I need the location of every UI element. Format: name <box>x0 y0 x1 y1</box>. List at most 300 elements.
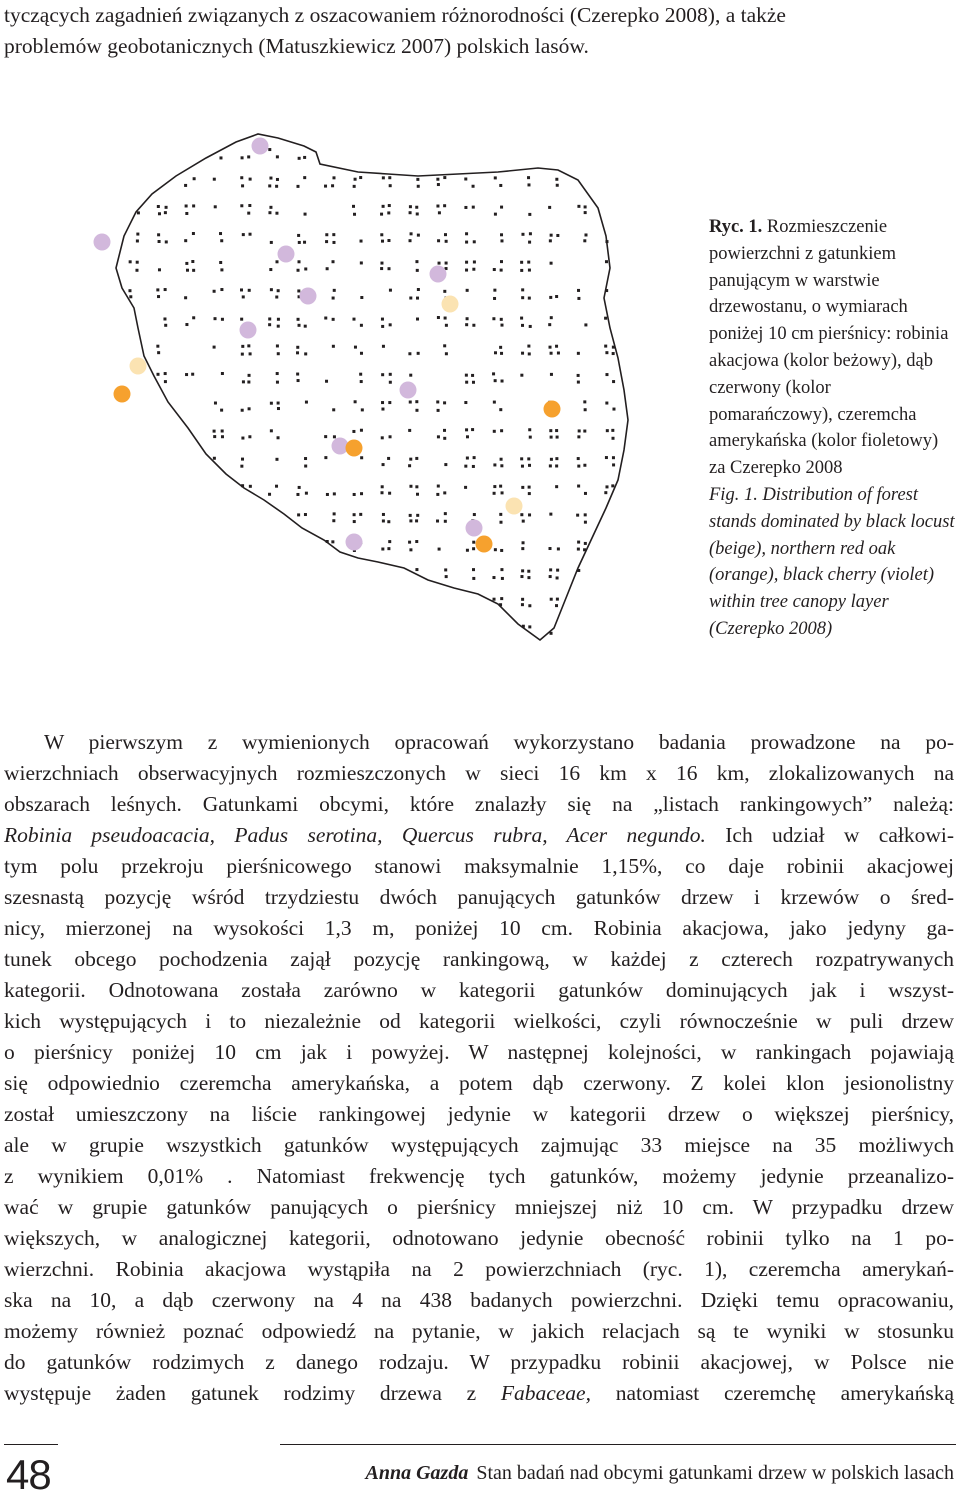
survey-plot-marker <box>409 297 412 300</box>
survey-plot-marker <box>472 268 475 271</box>
survey-plot-marker <box>416 514 419 517</box>
top-line: problemów geobotanicznych (Matuszkiewicz 2007) polskich lasów. <box>4 34 589 58</box>
survey-plot-marker <box>388 401 391 404</box>
survey-plot-marker <box>275 296 278 299</box>
survey-plot-marker <box>464 465 467 468</box>
violet-species-marker <box>430 266 447 283</box>
violet-species-marker <box>466 520 483 537</box>
body-line: wać w grupie gatunków panujących o pierśnicy mniejszej niż 10 cm. W przypadku drzew <box>4 1195 954 1219</box>
survey-plot-marker <box>164 324 167 327</box>
survey-plot-marker <box>268 211 271 214</box>
survey-plot-marker <box>549 568 552 571</box>
survey-plot-marker <box>409 374 412 377</box>
survey-plot-marker <box>584 542 587 545</box>
survey-plot-marker <box>577 374 580 377</box>
survey-plot-marker <box>248 374 251 377</box>
survey-plot-marker <box>332 297 335 300</box>
survey-plot-marker <box>248 435 251 438</box>
survey-plot-marker <box>387 457 390 460</box>
survey-plot-marker <box>556 436 559 439</box>
survey-plot-marker <box>408 464 411 467</box>
survey-plot-marker <box>360 240 363 243</box>
survey-plot-marker <box>276 381 279 384</box>
survey-plot-marker <box>276 178 279 181</box>
family-name: Fabaceae, <box>500 1381 591 1405</box>
survey-plot-marker <box>415 457 418 460</box>
survey-plot-marker <box>605 373 608 376</box>
survey-plot-marker <box>331 540 334 543</box>
survey-plot-marker <box>522 520 525 523</box>
survey-plot-marker <box>577 569 580 572</box>
survey-plot-marker <box>382 345 385 348</box>
survey-plot-marker <box>501 577 504 580</box>
survey-plot-marker <box>270 402 273 405</box>
survey-plot-marker <box>360 261 363 264</box>
survey-plot-marker <box>577 381 580 384</box>
body-line: możemy również poznać odpowiedź na pytanie, w jakich relacjach są te wyniki w stosunku <box>4 1319 954 1343</box>
survey-plot-marker <box>528 625 531 628</box>
survey-plot-marker <box>241 345 244 348</box>
survey-plot-marker <box>303 156 306 159</box>
top-line: tyczących zagadnień związanych z oszacowaniem różnorodności (Czerepko 2008), a także <box>4 3 786 27</box>
survey-plot-marker <box>415 519 418 522</box>
survey-plot-marker <box>381 436 384 439</box>
body-line-prefix: występuje żaden gatunek rodzimy drzewa z <box>4 1381 501 1405</box>
survey-plot-marker <box>500 269 503 272</box>
survey-plot-marker <box>555 457 558 460</box>
survey-plot-marker <box>408 541 411 544</box>
survey-plot-marker <box>296 185 299 188</box>
survey-plot-marker <box>550 458 553 461</box>
survey-plot-marker <box>332 318 335 321</box>
survey-plot-marker <box>471 428 474 431</box>
survey-plot-marker <box>361 408 364 411</box>
survey-plot-marker <box>521 486 524 489</box>
survey-plot-marker <box>472 547 475 550</box>
survey-plot-marker <box>443 344 446 347</box>
survey-plot-marker <box>352 318 355 321</box>
survey-plot-marker <box>270 429 273 432</box>
survey-plot-marker <box>500 429 503 432</box>
survey-plot-marker <box>492 576 495 579</box>
survey-plot-marker <box>417 288 420 291</box>
survey-plot-marker <box>409 485 412 488</box>
survey-plot-marker <box>472 324 475 327</box>
survey-plot-marker <box>417 352 420 355</box>
survey-plot-marker <box>444 520 447 523</box>
survey-plot-marker <box>389 381 392 384</box>
survey-plot-marker <box>191 373 194 376</box>
survey-plot-marker <box>415 400 418 403</box>
body-line: się odpowiednio czeremcha amerykańska, a potem dąb czerwony. Z kolei klon jesionolistny <box>4 1071 954 1095</box>
violet-species-marker <box>252 138 269 155</box>
survey-plot-marker <box>381 408 384 411</box>
survey-plot-marker <box>268 323 271 326</box>
violet-species-marker <box>240 322 257 339</box>
survey-plot-marker <box>298 241 301 244</box>
survey-plot-marker <box>528 213 531 216</box>
survey-plot-marker <box>268 493 271 496</box>
survey-plot-marker <box>185 323 188 326</box>
survey-plot-marker <box>409 548 412 551</box>
survey-plot-marker <box>249 178 252 181</box>
survey-plot-marker <box>324 185 327 188</box>
survey-plot-marker <box>389 184 392 187</box>
survey-plot-marker <box>360 492 363 495</box>
survey-plot-marker <box>213 435 216 438</box>
survey-plot-marker <box>577 465 580 468</box>
survey-plot-marker <box>583 430 586 433</box>
survey-plot-marker <box>360 429 363 432</box>
survey-plot-marker <box>165 240 168 243</box>
survey-plot-marker <box>500 568 503 571</box>
survey-plot-marker <box>500 324 503 327</box>
survey-plot-marker <box>409 401 412 404</box>
survey-plot-marker <box>555 345 558 348</box>
survey-plot-marker <box>415 540 418 543</box>
survey-plot-marker <box>157 205 160 208</box>
survey-plot-marker <box>604 317 607 320</box>
survey-plot-marker <box>605 260 608 263</box>
survey-plot-marker <box>185 204 188 207</box>
survey-plot-marker <box>249 485 252 488</box>
survey-plot-marker <box>192 316 195 319</box>
survey-plot-marker <box>193 177 196 180</box>
survey-plot-marker <box>528 428 531 431</box>
violet-species-marker <box>400 382 417 399</box>
survey-plot-marker <box>269 177 272 180</box>
survey-plot-marker <box>606 429 609 432</box>
survey-plot-marker <box>436 493 439 496</box>
orange-species-marker <box>346 440 363 457</box>
running-title: Stan badań nad obcymi gatunkami drzew w polskich lasach <box>476 1462 954 1484</box>
survey-plot-marker <box>444 317 447 320</box>
survey-plot-marker <box>165 206 168 209</box>
survey-plot-marker <box>611 429 614 432</box>
survey-plot-marker <box>333 512 336 515</box>
running-head <box>366 1460 954 1486</box>
survey-plot-marker <box>520 261 523 264</box>
survey-plot-marker <box>129 295 132 298</box>
survey-plot-marker <box>353 513 356 516</box>
survey-plot-marker <box>550 316 553 319</box>
survey-plot-marker <box>381 318 384 321</box>
survey-plot-marker <box>438 262 441 265</box>
survey-plot-marker <box>325 380 328 383</box>
survey-plot-marker <box>360 380 363 383</box>
caption-label: Ryc. 1. <box>709 217 763 237</box>
survey-plot-marker <box>192 232 195 235</box>
body-line: wierzchni. Robinia akacjowa wystąpiła na 2 powierzchniach (ryc. 1), czeremcha amerykań- <box>4 1257 954 1281</box>
survey-plot-marker <box>577 541 580 544</box>
survey-plot-marker <box>277 402 280 405</box>
footer-rule-left <box>4 1444 58 1445</box>
caption-polish-text: Rozmieszczenie powierzchni z gatunkiem panującym w warstwie drzewostanu, o wymiarach poniżej 10 cm pierśnicy: robinia akacjowa (kolor beżowy), dąb czerwony (kolor pomarańczowy), czeremcha amerykańska (kolor fioletowy) za Czerepko 2008 <box>709 217 949 479</box>
survey-plot-marker <box>520 317 523 320</box>
survey-plot-marker <box>583 239 586 242</box>
survey-plot-marker <box>472 185 475 188</box>
survey-plot-marker <box>331 184 334 187</box>
survey-plot-marker <box>241 458 244 461</box>
survey-plot-marker <box>389 289 392 292</box>
survey-plot-marker <box>268 148 271 151</box>
survey-plot-marker <box>241 353 244 356</box>
survey-plot-marker <box>275 185 278 188</box>
survey-plot-marker <box>277 352 280 355</box>
survey-plot-marker <box>268 184 271 187</box>
survey-plot-marker <box>353 520 356 523</box>
survey-plot-marker <box>584 492 587 495</box>
survey-plot-marker <box>527 570 530 573</box>
survey-plot-marker <box>521 288 524 291</box>
survey-plot-marker <box>270 288 273 291</box>
survey-plot-marker <box>492 372 495 375</box>
beige-species-marker <box>130 358 147 375</box>
survey-plot-marker <box>241 184 244 187</box>
survey-plot-marker <box>325 240 328 243</box>
survey-plot-marker <box>473 260 476 263</box>
survey-plot-marker <box>409 205 412 208</box>
survey-plot-marker <box>443 176 446 179</box>
survey-plot-marker <box>500 239 503 242</box>
survey-plot-marker <box>583 548 586 551</box>
survey-plot-marker <box>528 297 531 300</box>
survey-plot-marker <box>298 486 301 489</box>
survey-plot-marker <box>157 295 160 298</box>
survey-plot-marker <box>326 493 329 496</box>
survey-plot-marker <box>493 463 496 466</box>
body-line <box>4 1378 954 1409</box>
survey-plot-marker <box>528 464 531 467</box>
survey-plot-marker <box>611 484 614 487</box>
survey-plot-marker <box>605 485 608 488</box>
survey-plot-marker <box>583 464 586 467</box>
survey-plot-marker <box>241 437 244 440</box>
survey-plot-marker <box>529 325 532 328</box>
body-line: wierzchniach obserwacyjnych rozmieszczonych w sieci 16 km x 16 km, zlokalizowanych na <box>4 761 954 785</box>
survey-plot-marker <box>443 491 446 494</box>
survey-plot-marker <box>326 267 329 270</box>
survey-plot-marker <box>549 547 552 550</box>
survey-plot-marker <box>192 204 195 207</box>
survey-plot-marker <box>332 345 335 348</box>
survey-plot-marker <box>389 435 392 438</box>
page-number: 48 <box>6 1451 51 1498</box>
survey-plot-marker <box>381 240 384 243</box>
survey-plot-marker <box>359 373 362 376</box>
survey-plot-marker <box>186 269 189 272</box>
survey-plot-marker <box>389 373 392 376</box>
survey-plot-marker <box>577 289 580 292</box>
survey-plot-marker <box>240 288 243 291</box>
survey-plot-marker <box>184 239 187 242</box>
survey-plot-marker <box>332 241 335 244</box>
survey-plot-marker <box>220 239 223 242</box>
survey-plot-marker <box>275 458 278 461</box>
survey-plot-marker <box>549 464 552 467</box>
survey-plot-marker <box>576 514 579 517</box>
survey-plot-marker <box>220 409 223 412</box>
survey-plot-marker <box>445 575 448 578</box>
survey-plot-marker <box>520 269 523 272</box>
survey-plot-marker <box>556 576 559 579</box>
survey-plot-marker <box>436 400 439 403</box>
survey-plot-marker <box>528 604 531 607</box>
survey-plot-marker <box>437 409 440 412</box>
survey-plot-marker <box>436 520 439 523</box>
survey-plot-marker <box>501 380 504 383</box>
survey-plot-marker <box>500 318 503 321</box>
survey-plot-marker <box>527 457 530 460</box>
survey-plot-marker <box>268 317 271 320</box>
survey-plot-marker <box>185 212 188 215</box>
survey-plot-marker <box>445 240 448 243</box>
survey-plot-marker <box>324 435 327 438</box>
survey-plot-marker <box>136 239 139 242</box>
survey-plot-marker <box>298 157 301 160</box>
survey-plot-marker <box>466 435 469 438</box>
survey-plot-marker <box>247 212 250 215</box>
survey-plot-marker <box>387 520 390 523</box>
survey-plot-marker <box>528 241 531 244</box>
survey-plot-marker <box>221 318 224 321</box>
survey-plot-marker <box>549 575 552 578</box>
survey-plot-marker <box>353 493 356 496</box>
survey-plot-marker <box>296 351 299 354</box>
survey-plot-marker <box>605 351 608 354</box>
survey-plot-marker <box>521 569 524 572</box>
body-line: obszarach leśnych. Gatunkami obcymi, które znalazły się na „listach rankingowych” należą: <box>4 792 954 816</box>
survey-plot-marker <box>550 262 553 265</box>
survey-plot-marker <box>612 463 615 466</box>
survey-plot-marker <box>247 155 250 158</box>
survey-plot-marker <box>445 324 448 327</box>
survey-plot-marker <box>213 178 216 181</box>
survey-plot-marker <box>472 381 475 384</box>
survey-plot-marker <box>387 211 390 214</box>
survey-plot-marker <box>445 262 448 265</box>
survey-plot-marker <box>520 513 523 516</box>
body-line: większych, w analogicznej kategorii, odnotowano jedynie obecność robinii tylko na 1 po- <box>4 1226 954 1250</box>
survey-plot-marker <box>247 381 250 384</box>
survey-plot-marker <box>303 176 306 179</box>
survey-plot-marker <box>499 513 502 516</box>
body-line: kich występujących i to niezależnie od kategorii wielkości, czyli równocześnie w puli drzew <box>4 1009 954 1033</box>
survey-plot-marker <box>437 316 440 319</box>
survey-plot-marker <box>578 429 581 432</box>
survey-plot-marker <box>214 205 217 208</box>
orange-species-marker <box>476 536 493 553</box>
survey-plot-marker <box>296 373 299 376</box>
survey-plot-marker <box>360 456 363 459</box>
survey-plot-marker <box>499 603 502 606</box>
survey-plot-marker <box>352 205 355 208</box>
survey-plot-marker <box>550 373 553 376</box>
survey-plot-marker <box>436 205 439 208</box>
survey-plot-marker <box>493 289 496 292</box>
survey-plot-marker <box>549 429 552 432</box>
survey-plot-marker <box>303 241 306 244</box>
survey-plot-marker <box>275 212 278 215</box>
survey-plot-marker <box>360 352 363 355</box>
survey-plot-marker <box>416 269 419 272</box>
survey-plot-marker <box>297 269 300 272</box>
survey-plot-marker <box>605 402 608 405</box>
survey-plot-marker <box>298 324 301 327</box>
survey-plot-marker <box>415 485 418 488</box>
survey-plot-marker <box>304 213 307 216</box>
survey-plot-marker <box>241 409 244 412</box>
footer-rule-right <box>280 1444 956 1445</box>
survey-plot-marker <box>221 372 224 375</box>
survey-plot-marker <box>388 540 391 543</box>
survey-plot-marker <box>382 205 385 208</box>
survey-plot-marker <box>500 597 503 600</box>
survey-plot-marker <box>472 206 475 209</box>
survey-plot-marker <box>213 457 216 460</box>
survey-plot-marker <box>465 241 468 244</box>
map-figure <box>58 128 678 668</box>
survey-plot-marker <box>157 373 160 376</box>
survey-plot-marker <box>520 457 523 460</box>
survey-plot-marker <box>332 233 335 236</box>
survey-plot-marker <box>380 233 383 236</box>
survey-plot-marker <box>556 598 559 601</box>
survey-plot-marker <box>277 289 280 292</box>
survey-plot-marker <box>240 176 243 179</box>
survey-plot-marker <box>332 260 335 263</box>
survey-plot-marker <box>381 373 384 376</box>
survey-plot-marker <box>248 289 251 292</box>
survey-plot-marker <box>472 577 475 580</box>
caption-polish <box>709 214 959 482</box>
survey-plot-marker <box>415 206 418 209</box>
survey-plot-marker <box>472 541 475 544</box>
survey-plot-marker <box>436 178 439 181</box>
survey-plot-marker <box>304 267 307 270</box>
survey-plot-marker <box>499 521 502 524</box>
survey-plot-marker <box>577 352 580 355</box>
survey-plot-marker <box>437 435 440 438</box>
survey-plot-marker <box>388 176 391 179</box>
author-name: Anna Gazda <box>365 1462 469 1484</box>
survey-plot-marker <box>276 155 279 158</box>
survey-plot-marker <box>527 176 530 179</box>
survey-plot-marker <box>269 206 272 209</box>
survey-plot-marker <box>493 485 496 488</box>
survey-plot-marker <box>493 598 496 601</box>
survey-plot-marker <box>219 261 222 264</box>
survey-plot-marker <box>466 289 469 292</box>
survey-plot-marker <box>277 436 280 439</box>
survey-plot-marker <box>270 241 273 244</box>
survey-plot-marker <box>444 568 447 571</box>
survey-plot-marker <box>604 345 607 348</box>
survey-plot-marker <box>520 575 523 578</box>
survey-plot-marker <box>465 269 468 272</box>
survey-plot-marker <box>277 325 280 328</box>
survey-plot-marker <box>493 430 496 433</box>
survey-plot-marker <box>332 408 335 411</box>
survey-plot-marker <box>249 352 252 355</box>
survey-plot-marker <box>240 204 243 207</box>
survey-plot-marker <box>500 260 503 263</box>
survey-plot-marker <box>499 408 502 411</box>
survey-plot-marker <box>584 323 587 326</box>
survey-plot-marker <box>277 318 280 321</box>
survey-plot-marker <box>520 374 523 377</box>
survey-plot-marker <box>220 268 223 271</box>
